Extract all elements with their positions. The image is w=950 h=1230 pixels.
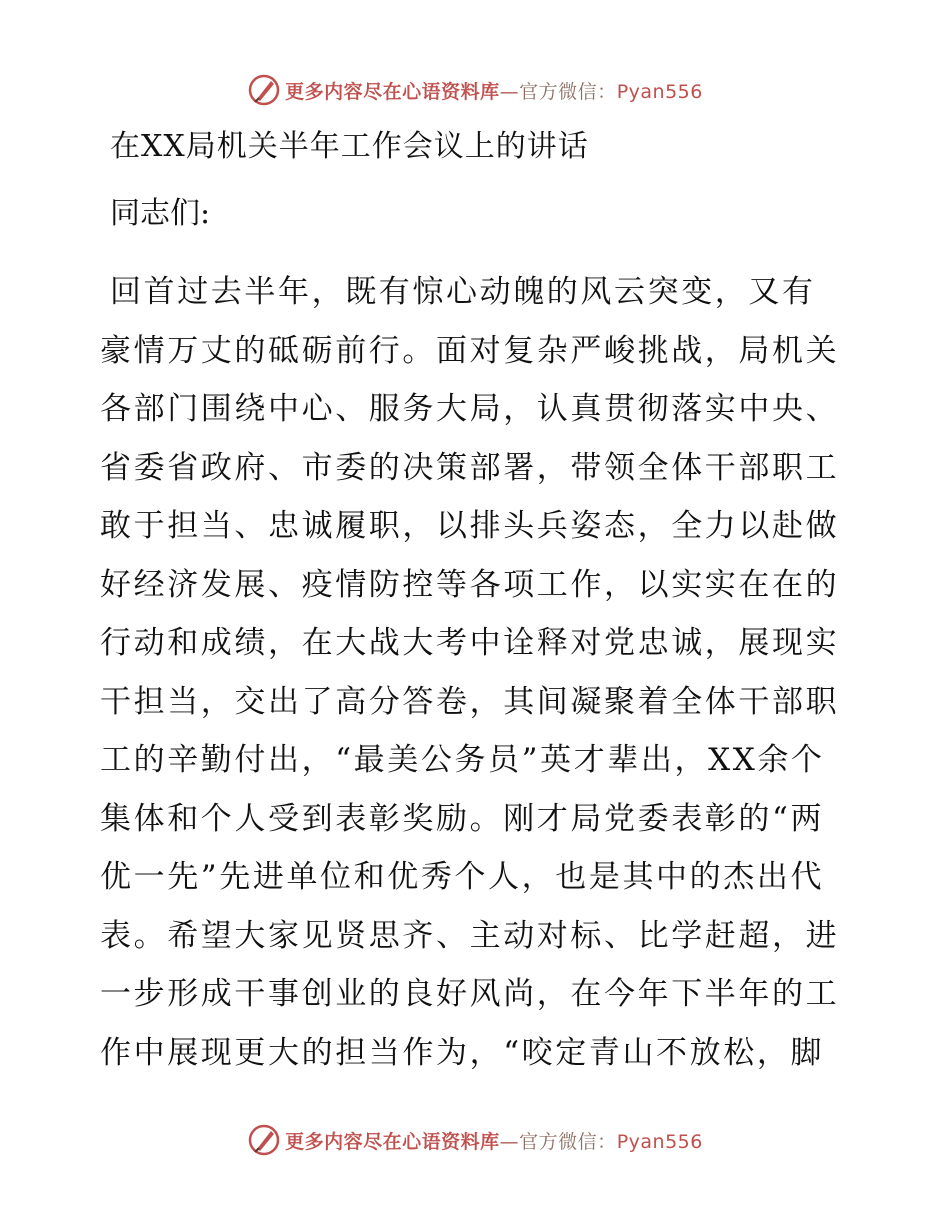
text-line: 好经济发展、疫情防控等各项工作，以实实在在的 (100, 566, 840, 603)
document-body (100, 118, 860, 1082)
watermark-text (285, 77, 703, 104)
text-line: 省委省政府、市委的决策部署，带领全体干部职工 (100, 449, 840, 486)
text-line: 回首过去半年，既有惊心动魄的风云突变，又有 (110, 274, 816, 310)
text-line: 行动和成绩，在大战大考中诠释对党忠诚，展现实 (100, 625, 840, 661)
watermark-separator: — (499, 1130, 520, 1153)
text-line: 表。希望大家见贤思齐、主动对标、比学赶超，进 (100, 917, 840, 954)
watermark-brand: 更多内容尽在心语资料库 (285, 80, 500, 103)
watermark-wechat-label: 官方微信： (519, 80, 617, 103)
watermark-text (285, 1127, 703, 1154)
text-line: 集体和个人受到表彰奖励。刚才局党委表彰的“两 (100, 800, 825, 837)
salutation: 同志们: (110, 196, 211, 231)
quill-pen-logo-icon (247, 1123, 281, 1157)
text-line: 工的辛勤付出，“最美公务员”英才辈出，XX余个 (100, 742, 825, 778)
text-line: 干担当，交出了高分答卷，其间凝聚着全体干部职 (100, 683, 840, 720)
text-line: 各部门围绕中心、服务大局，认真贯彻落实中央、 (100, 391, 840, 427)
watermark-separator: — (499, 80, 520, 103)
watermark-wechat-id: Pyan556 (616, 80, 703, 103)
body-paragraph (100, 263, 860, 1082)
text-line: 一步形成干事创业的良好风尚，在今年下半年的工 (100, 976, 840, 1012)
quill-pen-logo-icon (247, 73, 281, 107)
document-title: 在XX局机关半年工作会议上的讲话 (110, 129, 589, 164)
header-watermark (0, 70, 950, 110)
footer-watermark (0, 1120, 950, 1160)
text-line: 优一先”先进单位和优秀个人，也是其中的杰出代 (100, 859, 825, 895)
watermark-brand: 更多内容尽在心语资料库 (285, 1130, 500, 1153)
text-line: 作中展现更大的担当作为，“咬定青山不放松，脚 (100, 1034, 825, 1071)
watermark-wechat-label: 官方微信： (519, 1130, 617, 1153)
watermark-wechat-id: Pyan556 (616, 1130, 703, 1153)
text-line: 豪情万丈的砥砺前行。面对复杂严峻挑战，局机关 (100, 332, 840, 369)
text-line: 敢于担当、忠诚履职，以排头兵姿态，全力以赴做 (100, 508, 840, 544)
